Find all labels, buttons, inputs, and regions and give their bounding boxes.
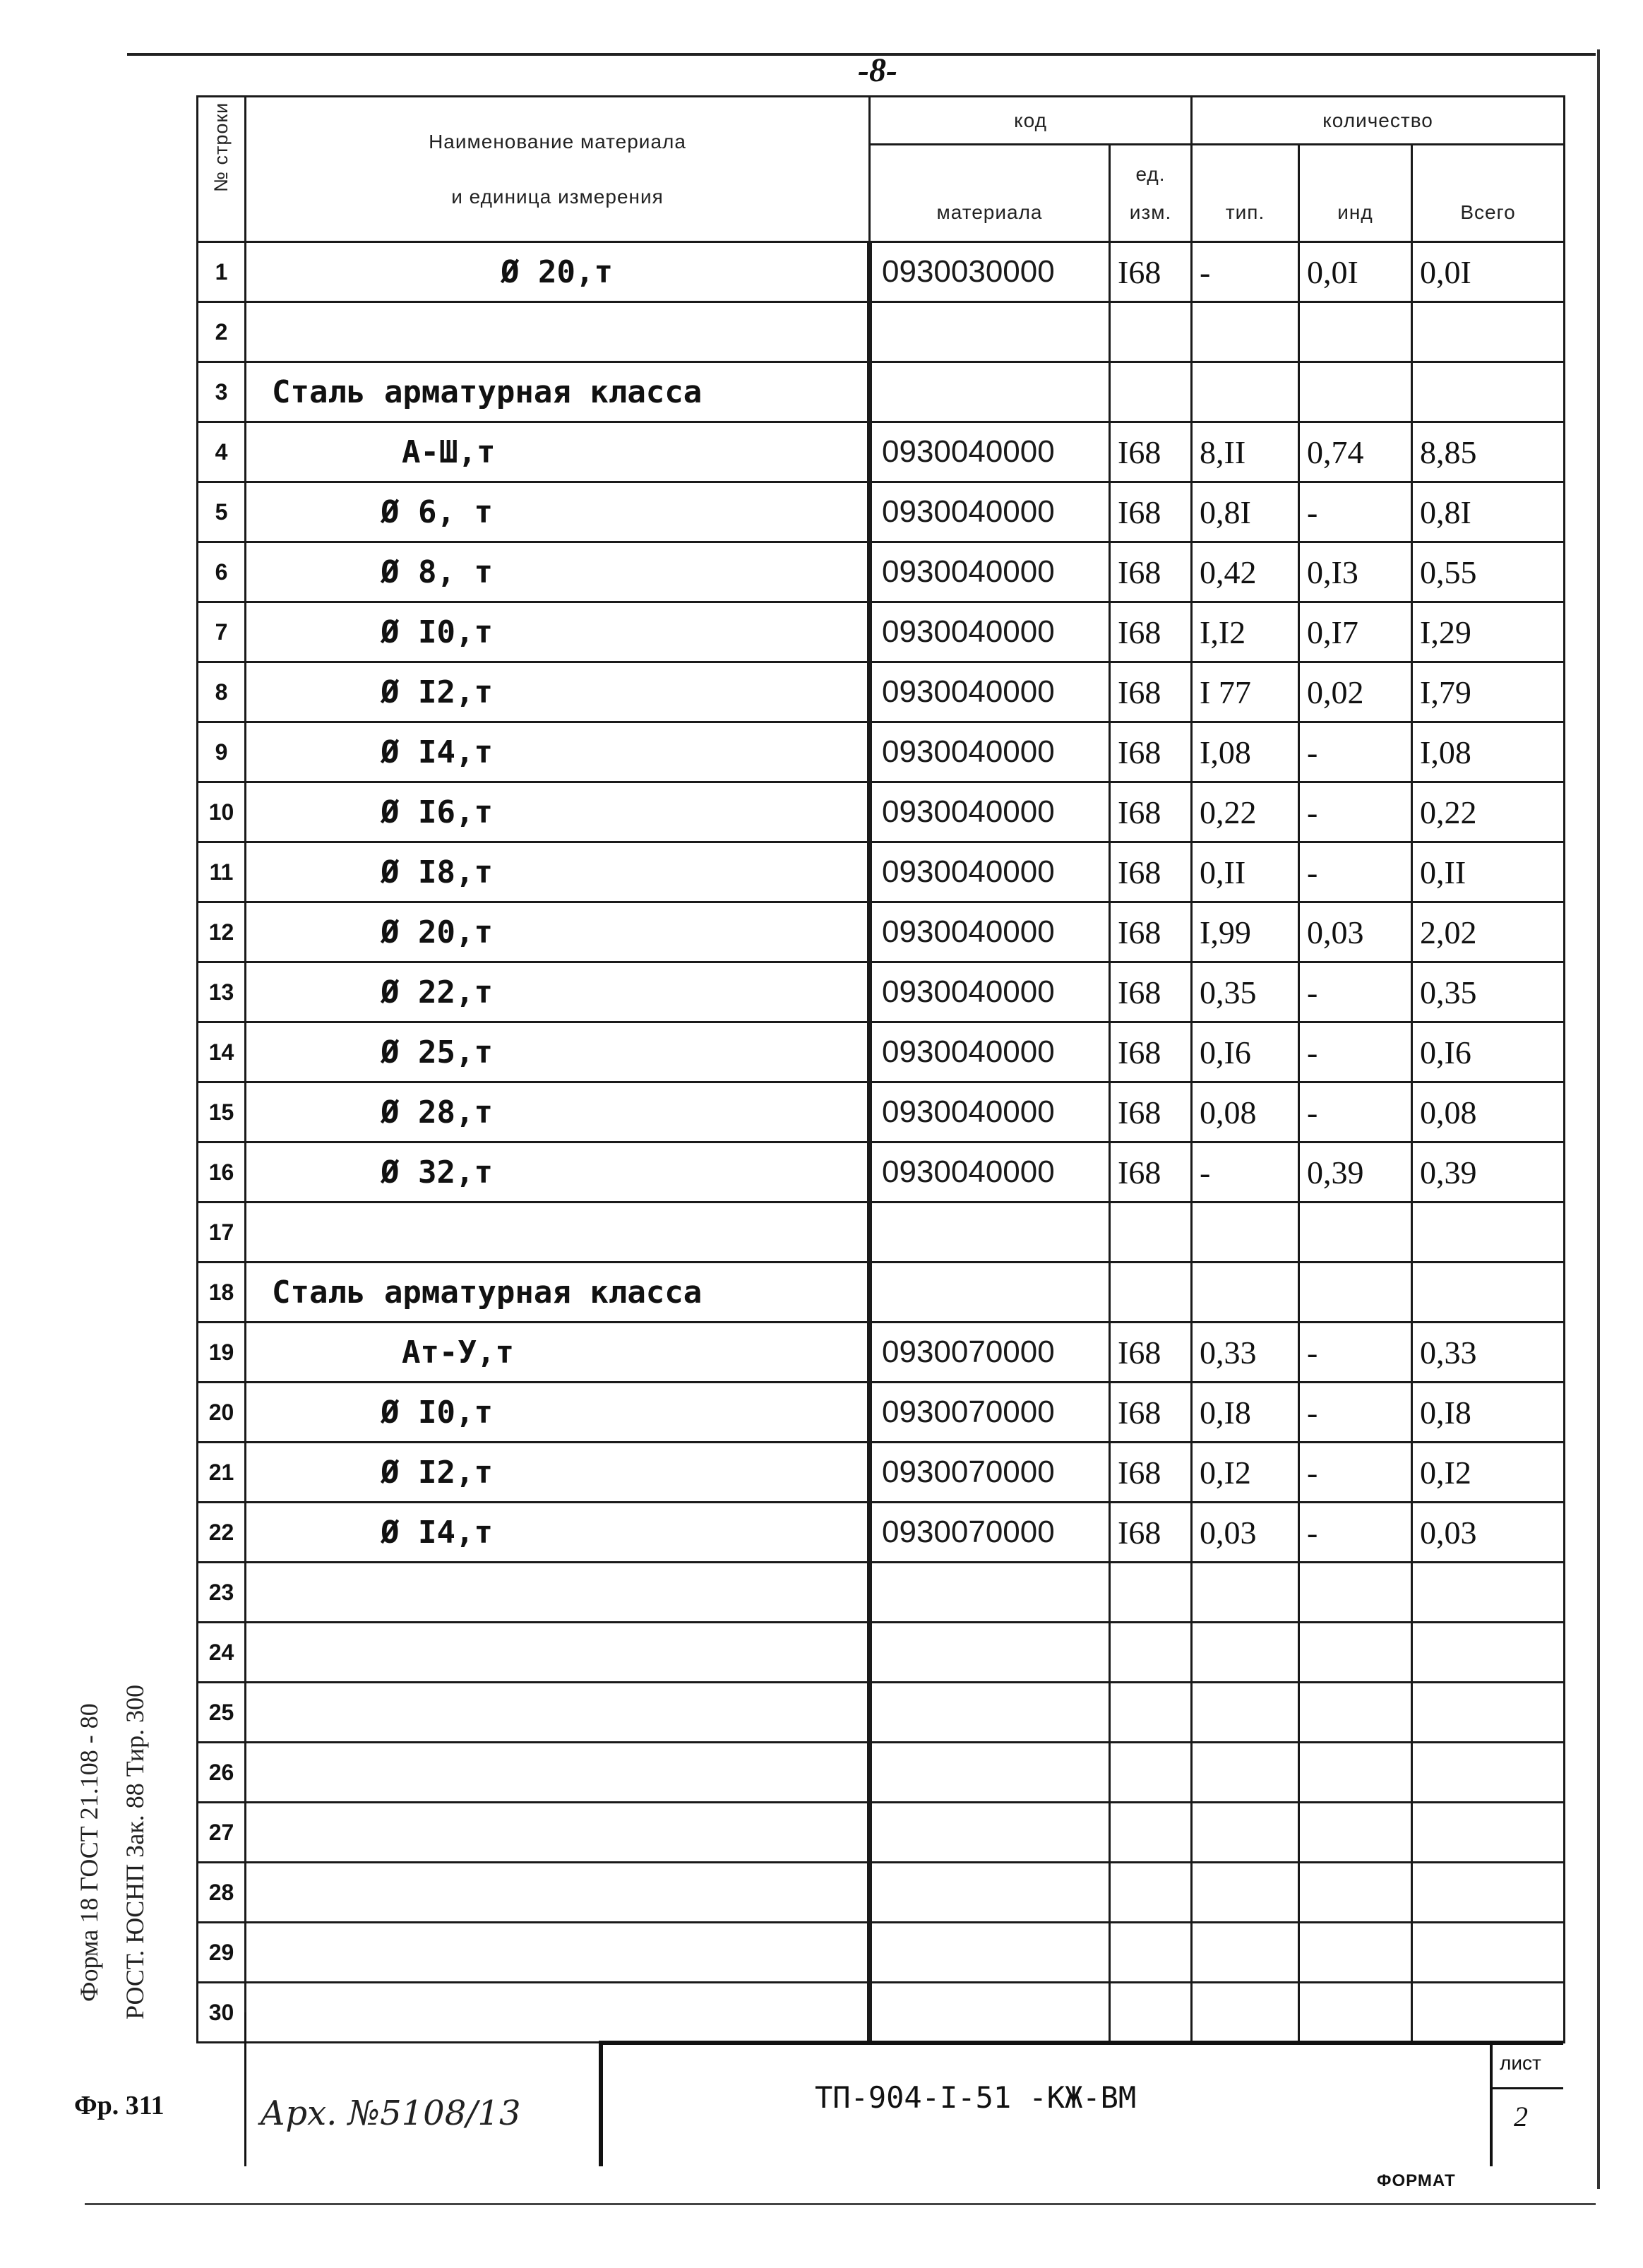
qty-ind: -: [1299, 482, 1412, 542]
material-code: [870, 1263, 1110, 1323]
unit-code: I68: [1110, 1383, 1192, 1443]
qty-ind: 0,I3: [1299, 542, 1412, 602]
material-code: [870, 302, 1110, 362]
material-code: 0930040000: [870, 422, 1110, 482]
header-ind-label: инд: [1337, 201, 1373, 223]
qty-total: 2,02: [1412, 902, 1565, 962]
material-code: [870, 1202, 1110, 1263]
material-name: [246, 1743, 870, 1803]
table-row: [198, 482, 1565, 542]
row-number: 15: [198, 1082, 246, 1142]
qty-total: 0,55: [1412, 542, 1565, 602]
qty-total: [1412, 1263, 1565, 1323]
qty-ind: [1299, 1683, 1412, 1743]
bottom-rule: [85, 2203, 1596, 2205]
unit-code: [1110, 1803, 1192, 1863]
row-number: 24: [198, 1623, 246, 1683]
unit-code: I68: [1110, 542, 1192, 602]
qty-typ: I,99: [1192, 902, 1299, 962]
qty-total: [1412, 302, 1565, 362]
header-name-line2: и единица измерения: [451, 185, 664, 208]
material-code: [870, 1623, 1110, 1683]
title-block-left-cell: [196, 2012, 246, 2166]
material-code: 0930070000: [870, 1503, 1110, 1563]
table-row: [198, 1863, 1565, 1923]
unit-code: [1110, 302, 1192, 362]
qty-typ: [1192, 1623, 1299, 1683]
material-code: 0930040000: [870, 782, 1110, 842]
row-number: 28: [198, 1863, 246, 1923]
qty-total: 0,I8: [1412, 1383, 1565, 1443]
material-code: 0930040000: [870, 902, 1110, 962]
qty-ind: [1299, 1623, 1412, 1683]
qty-ind: 0,39: [1299, 1142, 1412, 1202]
qty-total: 0,I6: [1412, 1022, 1565, 1082]
qty-typ: 0,08: [1192, 1082, 1299, 1142]
row-number: 22: [198, 1503, 246, 1563]
qty-total: I,08: [1412, 722, 1565, 782]
qty-typ: [1192, 1563, 1299, 1623]
material-name: Ø 8, т: [246, 542, 870, 602]
row-number: 19: [198, 1323, 246, 1383]
qty-total: 0,03: [1412, 1503, 1565, 1563]
qty-total: [1412, 1743, 1565, 1803]
sheet-label: лист: [1500, 2052, 1541, 2074]
qty-total: [1412, 1863, 1565, 1923]
unit-code: I68: [1110, 782, 1192, 842]
material-code: 0930030000: [870, 242, 1110, 302]
row-number: 5: [198, 482, 246, 542]
table-row: [198, 722, 1565, 782]
unit-code: I68: [1110, 962, 1192, 1022]
material-name: [246, 1683, 870, 1743]
row-number: 12: [198, 902, 246, 962]
material-code: [870, 1743, 1110, 1803]
material-code: [870, 362, 1110, 422]
unit-code: [1110, 1623, 1192, 1683]
qty-ind: -: [1299, 1383, 1412, 1443]
qty-typ: I,I2: [1192, 602, 1299, 662]
material-code: 0930070000: [870, 1443, 1110, 1503]
qty-total: 0,22: [1412, 782, 1565, 842]
qty-total: 0,8I: [1412, 482, 1565, 542]
table-row: [198, 1142, 1565, 1202]
materials-table: [196, 95, 1565, 2043]
row-number: 16: [198, 1142, 246, 1202]
unit-code: I68: [1110, 842, 1192, 902]
row-number: 27: [198, 1803, 246, 1863]
qty-typ: [1192, 302, 1299, 362]
row-number: 14: [198, 1022, 246, 1082]
qty-total: 8,85: [1412, 422, 1565, 482]
qty-total: 0,I2: [1412, 1443, 1565, 1503]
document-code: ТП-904-I-51 -КЖ-ВМ: [815, 2080, 1137, 2115]
material-name: А-Ш,т: [246, 422, 870, 482]
qty-typ: -: [1192, 242, 1299, 302]
format-label: ФОРМАТ: [1377, 2171, 1456, 2190]
unit-code: [1110, 1683, 1192, 1743]
header-total-label: Всего: [1460, 201, 1516, 223]
qty-total: [1412, 1563, 1565, 1623]
material-name: Ø 32,т: [246, 1142, 870, 1202]
sheet-box: [1490, 2045, 1563, 2166]
right-edge-line: [1597, 49, 1600, 2189]
qty-typ: [1192, 1923, 1299, 1983]
qty-typ: -: [1192, 1142, 1299, 1202]
material-code: 0930040000: [870, 962, 1110, 1022]
material-name: Ø I0,т: [246, 602, 870, 662]
qty-typ: [1192, 1863, 1299, 1923]
qty-typ: 0,33: [1192, 1323, 1299, 1383]
qty-ind: [1299, 1863, 1412, 1923]
qty-ind: [1299, 302, 1412, 362]
row-number: 17: [198, 1202, 246, 1263]
table-row: [198, 1923, 1565, 1983]
qty-ind: 0,I7: [1299, 602, 1412, 662]
unit-code: [1110, 362, 1192, 422]
header-qty-group: количество: [1192, 97, 1565, 145]
table-row: [198, 602, 1565, 662]
qty-typ: 0,I6: [1192, 1022, 1299, 1082]
table-row: [198, 1803, 1565, 1863]
archive-signature: Арх. №5108/13: [260, 2094, 521, 2133]
header-row-number-label: № строки: [210, 102, 232, 192]
material-code: 0930040000: [870, 482, 1110, 542]
sheet-divider: [1493, 2087, 1563, 2089]
material-name: Ø I2,т: [246, 1443, 870, 1503]
qty-typ: 0,II: [1192, 842, 1299, 902]
header-material-name: [246, 97, 870, 242]
qty-typ: 0,42: [1192, 542, 1299, 602]
table-row: [198, 362, 1565, 422]
qty-typ: 0,I2: [1192, 1443, 1299, 1503]
unit-code: [1110, 1743, 1192, 1803]
row-number: 11: [198, 842, 246, 902]
material-code: [870, 1923, 1110, 1983]
row-number: 6: [198, 542, 246, 602]
qty-total: 0,08: [1412, 1082, 1565, 1142]
header-typ: [1192, 145, 1299, 242]
qty-ind: 0,74: [1299, 422, 1412, 482]
unit-code: I68: [1110, 1142, 1192, 1202]
qty-ind: [1299, 1803, 1412, 1863]
qty-typ: [1192, 1263, 1299, 1323]
qty-ind: -: [1299, 1323, 1412, 1383]
table-row: [198, 1263, 1565, 1323]
table-row: [198, 662, 1565, 722]
material-code: 0930040000: [870, 662, 1110, 722]
unit-code: I68: [1110, 722, 1192, 782]
row-number: 9: [198, 722, 246, 782]
qty-ind: [1299, 1923, 1412, 1983]
side-note-fr: Фр. 311: [74, 2091, 165, 2120]
qty-total: 0,35: [1412, 962, 1565, 1022]
unit-code: I68: [1110, 1443, 1192, 1503]
qty-total: [1412, 1923, 1565, 1983]
unit-code: I68: [1110, 242, 1192, 302]
material-name: Ø I0,т: [246, 1383, 870, 1443]
table-row: [198, 1503, 1565, 1563]
table-row: [198, 1563, 1565, 1623]
table-row: [198, 1323, 1565, 1383]
qty-ind: 0,03: [1299, 902, 1412, 962]
header-code-material: [870, 145, 1110, 242]
row-number: 1: [198, 242, 246, 302]
material-name: [246, 1803, 870, 1863]
table-row: [198, 302, 1565, 362]
qty-typ: 0,I8: [1192, 1383, 1299, 1443]
header-unit: [1110, 145, 1192, 242]
qty-ind: -: [1299, 782, 1412, 842]
material-code: 0930040000: [870, 542, 1110, 602]
material-name: Ø 20,т: [246, 902, 870, 962]
material-name: Ø 28,т: [246, 1082, 870, 1142]
title-block: [196, 2012, 1563, 2166]
row-number: 7: [198, 602, 246, 662]
side-note-print: РОСТ. ЮСНП Зак. 88 Тир. 300: [121, 1684, 149, 2019]
material-name: Ø I6,т: [246, 782, 870, 842]
unit-code: I68: [1110, 1022, 1192, 1082]
page-number: -8-: [858, 52, 897, 89]
row-number: 3: [198, 362, 246, 422]
qty-ind: 0,0I: [1299, 242, 1412, 302]
qty-ind: [1299, 362, 1412, 422]
qty-typ: 8,II: [1192, 422, 1299, 482]
unit-code: I68: [1110, 902, 1192, 962]
qty-total: 0,0I: [1412, 242, 1565, 302]
side-note-form: Форма 18 ГОСТ 21.108 - 80: [75, 1703, 103, 2002]
unit-code: I68: [1110, 602, 1192, 662]
qty-ind: -: [1299, 1022, 1412, 1082]
material-code: 0930070000: [870, 1323, 1110, 1383]
qty-total: I,29: [1412, 602, 1565, 662]
material-name: Ø I2,т: [246, 662, 870, 722]
table-row: [198, 1683, 1565, 1743]
qty-total: [1412, 362, 1565, 422]
table-row: [198, 1082, 1565, 1142]
table-row: [198, 542, 1565, 602]
qty-ind: -: [1299, 1443, 1412, 1503]
unit-code: I68: [1110, 482, 1192, 542]
unit-code: I68: [1110, 422, 1192, 482]
material-code: [870, 1563, 1110, 1623]
material-name: Ø 22,т: [246, 962, 870, 1022]
material-code: 0930040000: [870, 722, 1110, 782]
material-name: Ø 20,т: [246, 242, 870, 302]
table-row: [198, 1383, 1565, 1443]
material-code: [870, 1683, 1110, 1743]
table-row: [198, 1202, 1565, 1263]
row-number: 30: [198, 1983, 246, 2043]
material-name: Ат-У,т: [246, 1323, 870, 1383]
table-body: [198, 242, 1565, 2043]
qty-typ: [1192, 1202, 1299, 1263]
row-number: 2: [198, 302, 246, 362]
sheet-number: 2: [1514, 2101, 1528, 2132]
qty-typ: 0,03: [1192, 1503, 1299, 1563]
table-row: [198, 1623, 1565, 1683]
qty-ind: -: [1299, 1503, 1412, 1563]
unit-code: I68: [1110, 662, 1192, 722]
qty-typ: [1192, 1683, 1299, 1743]
material-code: 0930040000: [870, 1142, 1110, 1202]
qty-ind: [1299, 1263, 1412, 1323]
table-row: [198, 902, 1565, 962]
table-row: [198, 842, 1565, 902]
row-number: 13: [198, 962, 246, 1022]
material-name: Сталь арматурная класса: [246, 1263, 870, 1323]
qty-ind: [1299, 1743, 1412, 1803]
material-code: 0930040000: [870, 1022, 1110, 1082]
qty-typ: [1192, 1803, 1299, 1863]
table-row: [198, 962, 1565, 1022]
material-code: 0930040000: [870, 602, 1110, 662]
material-name: [246, 1563, 870, 1623]
row-number: 25: [198, 1683, 246, 1743]
table-row: [198, 1443, 1565, 1503]
unit-code: [1110, 1263, 1192, 1323]
material-name: [246, 1202, 870, 1263]
material-name: [246, 1923, 870, 1983]
material-name: [246, 302, 870, 362]
unit-code: [1110, 1563, 1192, 1623]
material-name: [246, 1863, 870, 1923]
qty-ind: -: [1299, 722, 1412, 782]
row-number: 23: [198, 1563, 246, 1623]
material-name: Ø 6, т: [246, 482, 870, 542]
row-number: 20: [198, 1383, 246, 1443]
row-number: 4: [198, 422, 246, 482]
qty-total: [1412, 1683, 1565, 1743]
qty-typ: [1192, 362, 1299, 422]
material-name: Ø I4,т: [246, 722, 870, 782]
qty-ind: [1299, 1563, 1412, 1623]
qty-ind: -: [1299, 1082, 1412, 1142]
row-number: 8: [198, 662, 246, 722]
unit-code: [1110, 1202, 1192, 1263]
qty-total: 0,II: [1412, 842, 1565, 902]
stamp-box: [599, 2041, 1563, 2166]
unit-code: I68: [1110, 1503, 1192, 1563]
qty-ind: -: [1299, 842, 1412, 902]
qty-total: [1412, 1202, 1565, 1263]
unit-code: [1110, 1923, 1192, 1983]
row-number: 29: [198, 1923, 246, 1983]
qty-total: I,79: [1412, 662, 1565, 722]
qty-ind: -: [1299, 962, 1412, 1022]
table-row: [198, 1022, 1565, 1082]
material-name: Сталь арматурная класса: [246, 362, 870, 422]
qty-total: 0,39: [1412, 1142, 1565, 1202]
material-name: Ø 25,т: [246, 1022, 870, 1082]
qty-typ: 0,8I: [1192, 482, 1299, 542]
qty-total: 0,33: [1412, 1323, 1565, 1383]
material-code: 0930070000: [870, 1383, 1110, 1443]
qty-total: [1412, 1803, 1565, 1863]
qty-typ: I 77: [1192, 662, 1299, 722]
header-row-number: [198, 97, 246, 242]
header-unit-line1: ед.: [1135, 162, 1166, 185]
qty-ind: 0,02: [1299, 662, 1412, 722]
qty-typ: I,08: [1192, 722, 1299, 782]
qty-ind: [1299, 1202, 1412, 1263]
row-number: 21: [198, 1443, 246, 1503]
row-number: 10: [198, 782, 246, 842]
material-code: 0930040000: [870, 842, 1110, 902]
row-number: 26: [198, 1743, 246, 1803]
unit-code: I68: [1110, 1323, 1192, 1383]
material-name: [246, 1623, 870, 1683]
unit-code: I68: [1110, 1082, 1192, 1142]
header-code-material-label: материала: [936, 201, 1043, 223]
material-code: 0930040000: [870, 1082, 1110, 1142]
table-row: [198, 242, 1565, 302]
table-row: [198, 782, 1565, 842]
qty-total: [1412, 1623, 1565, 1683]
header-name-line1: Наименование материала: [429, 130, 686, 153]
qty-typ: [1192, 1743, 1299, 1803]
qty-typ: 0,35: [1192, 962, 1299, 1022]
material-name: Ø I8,т: [246, 842, 870, 902]
material-code: [870, 1863, 1110, 1923]
header-total: [1412, 145, 1565, 242]
unit-code: [1110, 1863, 1192, 1923]
material-code: [870, 1803, 1110, 1863]
row-number: 18: [198, 1263, 246, 1323]
qty-typ: 0,22: [1192, 782, 1299, 842]
header-typ-label: тип.: [1225, 201, 1265, 223]
table-row: [198, 1743, 1565, 1803]
material-name: Ø I4,т: [246, 1503, 870, 1563]
header-code-group: код: [870, 97, 1192, 145]
header-ind: [1299, 145, 1412, 242]
table-row: [198, 422, 1565, 482]
header-unit-line2: изм.: [1129, 201, 1172, 223]
